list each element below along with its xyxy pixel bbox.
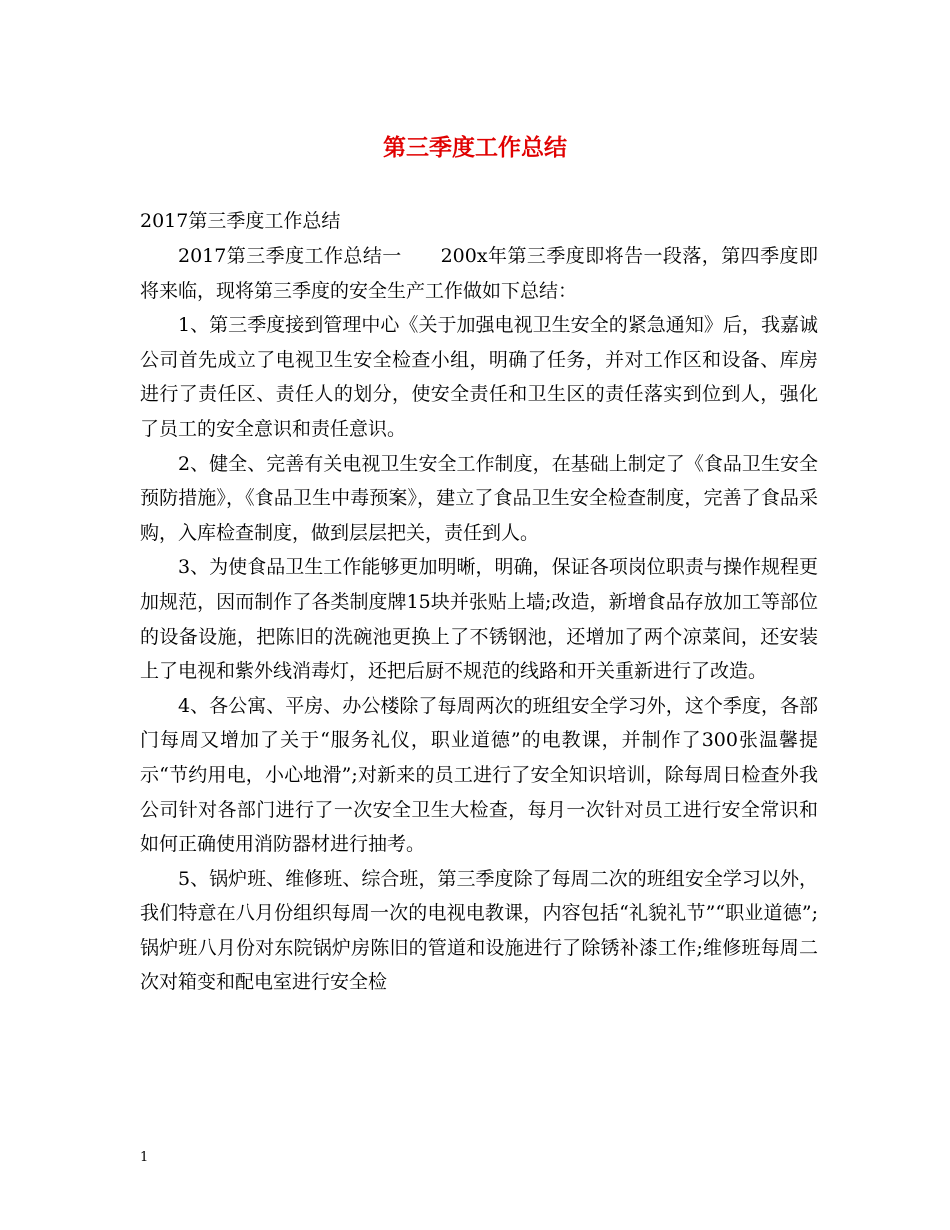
document-title: 第三季度工作总结	[383, 134, 567, 161]
page-number: 1	[140, 1150, 149, 1165]
paragraph-intro: 2017第三季度工作总结一 200x年第三季度即将告一段落，第四季度即将来临，现将第三季度的安全生产工作做如下总结：	[140, 245, 818, 302]
paragraph-item-1: 1、第三季度接到管理中心《关于加强电视卫生安全的紧急通知》后，我嘉诚公司首先成立了电视卫生安全检查小组，明确了任务，并对工作区和设备、库房进行了责任区、责任人的划分，使安全责任和卫生区的责任落实到位到人，强化了员工的安全意识和责任意识。	[140, 314, 818, 440]
paragraph-item-3: 3、为使食品卫生工作能够更加明晰，明确，保证各项岗位职责与操作规程更加规范，因而制作了各类制度牌15块并张贴上墙;改造，新增食品存放加工等部位的设备设施，把陈旧的洗碗池更换上了不锈钢池，还增加了两个凉菜间，还安装上了电视和紫外线消毒灯，还把后厨不规范的线路和开关重新进行了改造。	[140, 556, 818, 683]
document-body	[140, 239, 818, 1000]
paragraph-item-2: 2、健全、完善有关电视卫生安全工作制度，在基础上制定了《食品卫生安全预防措施》，《食品卫生中毒预案》，建立了食品卫生安全检查制度，完善了食品采购，入库检查制度，做到层层把关，责任到人。	[140, 452, 818, 544]
document-subtitle: 2017第三季度工作总结	[140, 210, 341, 232]
paragraph-item-5: 5、锅炉班、维修班、综合班，第三季度除了每周二次的班组安全学习以外，我们特意在八月份组织每周一次的电视电教课，内容包括“礼貌礼节”“职业道德”;锅炉班八月份对东院锅炉房陈旧的管道和设施进行了除锈补漆工作;维修班每周二次对箱变和配电室进行安全检	[140, 867, 818, 994]
paragraph-item-4: 4、各公寓、平房、办公楼除了每周两次的班组安全学习外，这个季度，各部门每周又增加了关于“服务礼仪，职业道德”的电教课，并制作了300张温馨提示“节约用电，小心地滑”;对新来的员工进行了安全知识培训，除每周日检查外我公司针对各部门进行了一次安全卫生大检查，每月一次针对员工进行安全常识和如何正确使用消防器材进行抽考。	[140, 694, 818, 856]
